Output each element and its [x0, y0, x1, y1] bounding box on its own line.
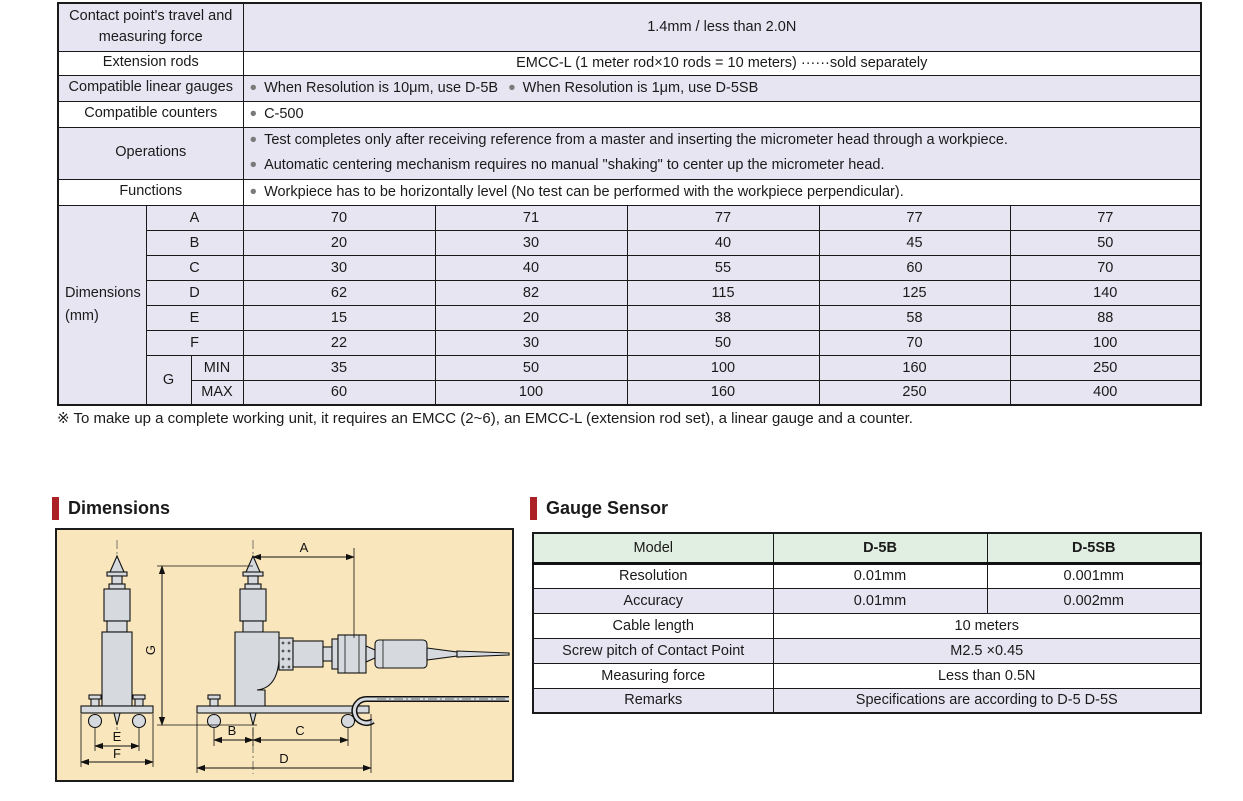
right-probe-drawing [197, 556, 509, 728]
gauge-label: Resolution [533, 563, 773, 588]
spec-table [57, 2, 1202, 406]
spec-row-operations [58, 127, 1201, 179]
dim-value: 125 [819, 280, 1010, 305]
dim-value: 38 [627, 305, 819, 330]
dim-value: 71 [435, 205, 627, 230]
dimensions-header-cell [58, 205, 146, 405]
dim-value: 50 [435, 355, 627, 380]
gauge-label: Accuracy [533, 588, 773, 613]
dim-value: 58 [819, 305, 1010, 330]
dim-key: C [146, 255, 243, 280]
footnote: ※ To make up a complete working unit, it requires an EMCC (2~6), an EMCC-L (extension rod set), a linear gauge and a counter. [57, 410, 913, 427]
dim-key: E [146, 305, 243, 330]
dim-sub-min: MIN [191, 355, 243, 380]
technical-drawing-svg [57, 530, 512, 780]
dim-value: 160 [627, 380, 819, 405]
operations-line-1: ● Test completes only after receiving reference from a master and inserting the micrometer head through a workpiece. [249, 132, 1008, 148]
dim-value: 250 [1010, 355, 1201, 380]
dim-value: 22 [243, 330, 435, 355]
dim-value: 30 [435, 230, 627, 255]
dim-value: 140 [1010, 280, 1201, 305]
dim-label-F: F [113, 746, 121, 761]
bullet-icon: ● [249, 132, 258, 146]
spec-row-contact [58, 3, 1201, 51]
dim-key: D [146, 280, 243, 305]
dim-value: 70 [1010, 255, 1201, 280]
dim-label-B: B [227, 723, 237, 738]
dim-value: 60 [243, 380, 435, 405]
dim-row-F [58, 330, 1201, 355]
spec-label-gauges: Compatible linear gauges [58, 75, 243, 101]
dim-value: 15 [243, 305, 435, 330]
dim-value: 100 [627, 355, 819, 380]
dim-value: 70 [243, 205, 435, 230]
dim-value: 70 [819, 330, 1010, 355]
spec-value-gauges [243, 75, 1201, 101]
gauge-label: Measuring force [533, 663, 773, 688]
gauge-row-screw-pitch [533, 638, 1201, 663]
dim-value: 77 [1010, 205, 1201, 230]
functions-item-1: Workpiece has to be horizontally level (No test can be performed with the workpiece perpendicular). [264, 184, 904, 200]
spec-value-counters [243, 101, 1201, 127]
dim-label-D: D [279, 751, 289, 766]
gauges-item-1: When Resolution is 10μm, use D-5B [264, 80, 499, 96]
spec-label-contact: Contact point's travel and measuring force [58, 3, 243, 51]
spec-value-functions [243, 179, 1201, 205]
gauge-label: Screw pitch of Contact Point [533, 638, 773, 663]
dim-row-A [58, 205, 1201, 230]
dim-value: 40 [435, 255, 627, 280]
counters-item-1: C-500 [264, 106, 304, 122]
gauge-sensor-table [532, 532, 1202, 714]
dim-value: 50 [627, 330, 819, 355]
dim-row-G-min [58, 355, 1201, 380]
dim-value: 115 [627, 280, 819, 305]
bullet-icon: ● [249, 157, 258, 171]
dim-key-G: G [146, 355, 191, 405]
left-probe-drawing [81, 556, 153, 728]
dim-key: F [146, 330, 243, 355]
gauge-row-remarks [533, 688, 1201, 713]
section-dimensions [52, 496, 170, 520]
gauge-value: M2.5 ×0.45 [773, 638, 1201, 663]
dim-key: B [146, 230, 243, 255]
spec-label-operations: Operations [58, 127, 243, 179]
spec-row-counters [58, 101, 1201, 127]
section-dimensions-title: Dimensions [68, 497, 171, 518]
dim-key: A [146, 205, 243, 230]
gauge-col-model: Model [533, 533, 773, 563]
bullet-icon: ● [249, 106, 258, 120]
operations-line-2: ● Automatic centering mechanism requires no manual "shaking" to center up the micrometer head. [249, 157, 885, 173]
gauge-row-accuracy [533, 588, 1201, 613]
gauge-label: Remarks [533, 688, 773, 713]
dim-row-D [58, 280, 1201, 305]
dimensions-label: Dimensions [65, 285, 141, 302]
dim-value: 45 [819, 230, 1010, 255]
dim-label-G: G [143, 644, 158, 656]
gauge-col-d5b: D-5B [773, 533, 987, 563]
spec-row-gauges [58, 75, 1201, 101]
gauge-value: 0.002mm [987, 588, 1201, 613]
spec-label-counters: Compatible counters [58, 101, 243, 127]
bullet-icon: ● [508, 80, 516, 94]
dim-value: 77 [819, 205, 1010, 230]
gauge-value: 10 meters [773, 613, 1201, 638]
dim-value: 100 [1010, 330, 1201, 355]
dim-value: 77 [627, 205, 819, 230]
dim-value: 82 [435, 280, 627, 305]
dim-row-B [58, 230, 1201, 255]
bullet-icon: ● [249, 80, 258, 94]
dim-value: 20 [243, 230, 435, 255]
gauge-value: Less than 0.5N [773, 663, 1201, 688]
spec-value-contact: 1.4mm / less than 2.0N [243, 3, 1201, 51]
dim-label-E: E [112, 729, 122, 744]
dim-row-E [58, 305, 1201, 330]
bullet-icon: ● [249, 184, 258, 198]
dim-value: 250 [819, 380, 1010, 405]
dim-value: 160 [819, 355, 1010, 380]
dim-value: 100 [435, 380, 627, 405]
dim-label-A: A [299, 540, 309, 555]
gauge-value: 0.01mm [773, 563, 987, 588]
dim-value: 35 [243, 355, 435, 380]
red-bar-icon [52, 497, 59, 520]
spec-value-extension: EMCC-L (1 meter rod×10 rods = 10 meters) ······sold separately [243, 51, 1201, 75]
dim-value: 55 [627, 255, 819, 280]
gauge-value: 0.001mm [987, 563, 1201, 588]
dim-value: 30 [435, 330, 627, 355]
dim-value: 20 [435, 305, 627, 330]
dimensions-drawing [55, 528, 514, 782]
gauge-header-row [533, 533, 1201, 563]
dim-value: 40 [627, 230, 819, 255]
dim-value: 50 [1010, 230, 1201, 255]
dim-row-G-max [58, 380, 1201, 405]
dim-value: 30 [243, 255, 435, 280]
gauge-label: Cable length [533, 613, 773, 638]
gauge-col-d5sb: D-5SB [987, 533, 1201, 563]
section-gauge-sensor [530, 496, 668, 520]
gauge-row-resolution [533, 563, 1201, 588]
dim-label-C: C [295, 723, 305, 738]
spec-row-extension [58, 51, 1201, 75]
gauge-row-measuring-force [533, 663, 1201, 688]
gauge-value: Specifications are according to D-5 D-5S [773, 688, 1201, 713]
dim-row-C [58, 255, 1201, 280]
section-gauge-sensor-title: Gauge Sensor [546, 497, 669, 518]
dim-sub-max: MAX [191, 380, 243, 405]
gauges-item-2: When Resolution is 1μm, use D-5SB [522, 80, 759, 96]
dimensions-unit: (mm) [65, 307, 99, 324]
dim-value: 400 [1010, 380, 1201, 405]
dim-value: 88 [1010, 305, 1201, 330]
spec-value-operations [243, 127, 1201, 179]
dim-value: 60 [819, 255, 1010, 280]
spec-label-extension: Extension rods [58, 51, 243, 75]
gauge-value: 0.01mm [773, 588, 987, 613]
spec-row-functions [58, 179, 1201, 205]
dim-value: 62 [243, 280, 435, 305]
spec-label-functions: Functions [58, 179, 243, 205]
gauge-row-cable-length [533, 613, 1201, 638]
red-bar-icon [530, 497, 537, 520]
